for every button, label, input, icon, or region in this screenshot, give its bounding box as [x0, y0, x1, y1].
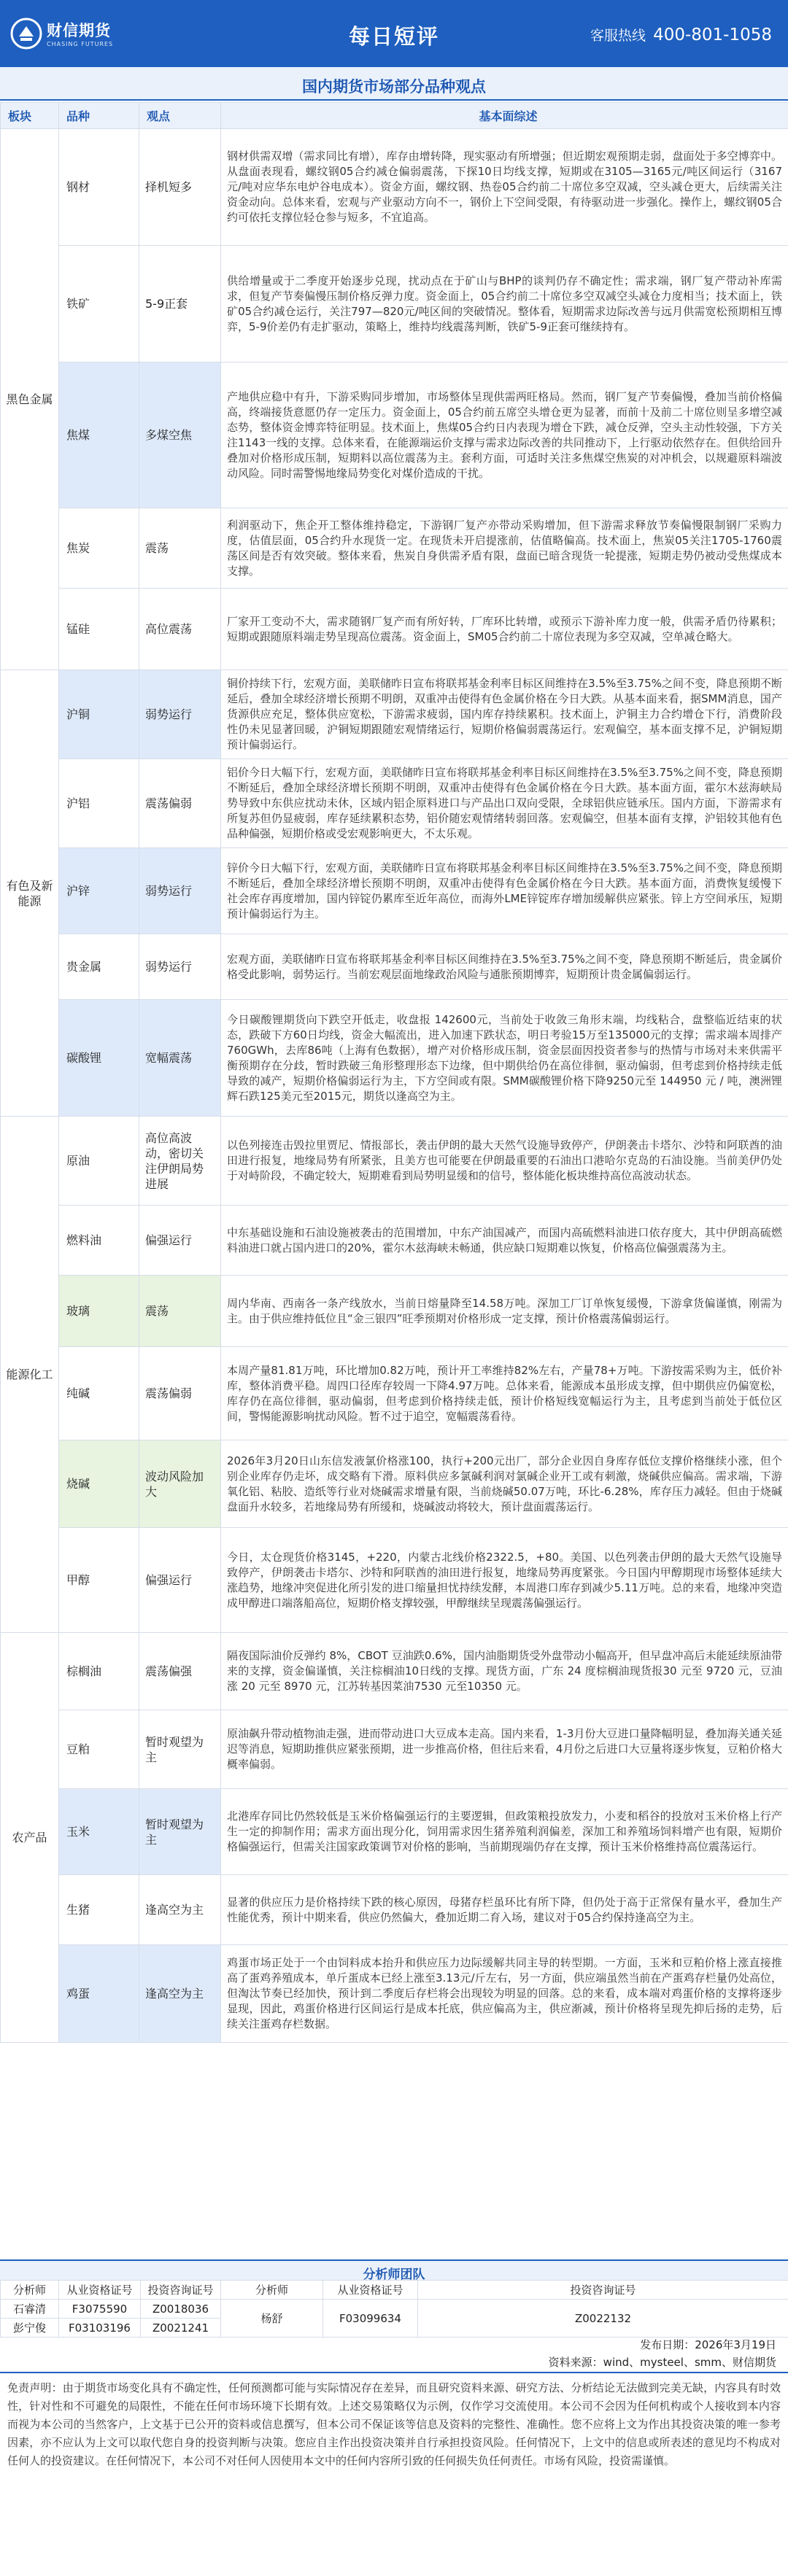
divider: [0, 2372, 788, 2373]
variety-cell: 锰硅: [59, 589, 139, 670]
view-cell: 弱势运行: [139, 848, 221, 934]
table-row: [1, 759, 788, 848]
variety-cell: 烧碱: [59, 1440, 139, 1528]
summary-cell: 钢材供需双增（需求同比有增），库存由增转降，现实驱动有所增强；但近期宏观预期走弱，盘面处于多空博弈中。从盘面表现看，螺纹钢05合约减仓偏弱震荡，下探10日均线支撑，短期或在3105—3165元/吨区间运行（3167元/吨对应华东电炉谷电成本）。资金方面，螺纹钢、热卷05合约前二十席位多空双减，空头减仓更大，后续需关注资金动向。总体来看，宏观与产业驱动方向不一，钢价上下空间受限，有待驱动进一步强化。操作上，螺纹钢05合约可依托支撑位轻仓参与短多，不宜追高。: [221, 129, 788, 246]
view-cell: 高位高波动，密切关注伊朗局势进展: [139, 1117, 221, 1206]
variety-cell: 焦煤: [59, 362, 139, 508]
view-cell: 多煤空焦: [139, 362, 221, 508]
analyst-invest: Z0022132: [418, 2300, 788, 2338]
summary-cell: 利润驱动下，焦企开工整体维持稳定，下游钢厂复产亦带动采购增加，但下游需求释放节奏偏慢限制钢厂采购力度，估值层面，05合约升水现货一定。在现货未开启提涨前，估值略偏高。技术面上，焦炭05关注1705-1760震荡区间是否有效突破。整体来看，焦炭自身供需矛盾有限，盘面已暗含现货一轮提涨，短期走势仍被动受焦煤成本支撑。: [221, 508, 788, 589]
summary-cell: 铝价今日大幅下行，宏观方面，美联储昨日宣布将联邦基金利率目标区间维持在3.5%至3.75%之间不变，降息预期不断延后，叠加全球经济增长预期不明朗，双重冲击使得有色金属价格在今日大跌。基本面方面，霍尔木兹海峡局势导致中东供应扰动未休，区域内铝企原料进口与产品出口双向受限，全球铝供应链承压。国内方面，下游需求有所复苏但仍显疲弱，库存延续累积态势，铝价随宏观情绪转弱回落。宏观偏空，但基本面有支撑，沪铝较其他有色品种偏强，短期价格或受宏观影响更大，不太乐观。: [221, 759, 788, 848]
view-cell: 震荡偏弱: [139, 759, 221, 848]
table-row: [1, 1710, 788, 1789]
view-cell: 择机短多: [139, 129, 221, 246]
summary-cell: 今日，太仓现货价格3145，+220，内蒙古北线价格2322.5，+80。美国、以色列袭击伊朗的最大天然气设施导致停产，伊朗袭击卡塔尔、沙特和阿联酋的油田进行报复，地缘局势再度紧张。今日国内甲醇期现市场整体延续大涨趋势，地缘冲突促进化所引发的进口缩量担忧持续发酵，本周港口库存到减少5.11万吨。总的来看，地缘冲突造成甲醇进口端落船高位，短期价格支撑较强，甲醇继续呈现震荡偏强运行。: [221, 1528, 788, 1633]
view-cell: 偏强运行: [139, 1528, 221, 1633]
view-cell: 5-9正套: [139, 246, 221, 362]
analyst-team-title-bar: [0, 2259, 788, 2280]
view-cell: 暂时观望为主: [139, 1789, 221, 1875]
table-row: [1, 246, 788, 362]
view-cell: 宽幅震荡: [139, 1000, 221, 1117]
sector-cell: 能源化工: [1, 1117, 59, 1633]
hotline-label: 客服热线: [590, 28, 646, 44]
summary-cell: 2026年3月20日山东信发液氯价格涨100，执行+200元出厂，部分企业因自身库存低位支撑价格继续小涨，但个别企业库存仍走坏，成交略有下滑。原料供应多氯碱利润对氯碱企业开工或有刺激，烧碱供应偏高。需求端，下游氧化铝、粘胶、造纸等行业对烧碱需求增量有限，当前烧碱50.07万吨，环比-6.28%，库存压力减轻。但由于烧碱盘面升水较多，若地缘局势有所缓和，烧碱波动将较大，预计盘面震荡运行。: [221, 1440, 788, 1528]
variety-cell: 沪铜: [59, 670, 139, 759]
summary-cell: 锌价今日大幅下行，宏观方面，美联储昨日宣布将联邦基金利率目标区间维持在3.5%至3.75%之间不变，降息预期不断延后，叠加全球经济增长预期不明朗，双重冲击使得有色金属价格在今日大跌。基本面方面，消费恢复缓慢下社会库存再度增加，国内锌锭仍累库至近年高位，而海外LME锌锭库存增加缓解供应紧张。锌上方空间承压，短期预计偏弱运行为主。: [221, 848, 788, 934]
section-title-bar: [0, 67, 788, 101]
variety-cell: 玉米: [59, 1789, 139, 1875]
table-row: [1, 1206, 788, 1276]
views-table: [0, 102, 788, 2043]
column-header-variety: 品种: [59, 103, 139, 129]
table-row: [1, 589, 788, 670]
variety-cell: 钢材: [59, 129, 139, 246]
summary-cell: 北港库存同比仍然较低是玉米价格偏强运行的主要逻辑，但政策粮投放发力，小麦和稻谷的投放对玉米价格上行产生一定的抑制作用；需求方面出现分化，饲用需求因生猪养殖利润偏差，深加工和养殖场饲料增产也有限，短期价格偏强运行，但需关注国家政策调节对价格的影响，当前期现端仍存在支撑，预计玉米价格维持高位震荡运行。: [221, 1789, 788, 1875]
table-header-row: [1, 103, 788, 129]
summary-cell: 产地供应稳中有升，下游采购同步增加，市场整体呈现供需两旺格局。然而，钢厂复产节奏偏慢，叠加当前价格偏高，终端接货意愿仍存一定压力。资金面上，05合约前五席空头增仓更为显著，而前十及前二十席位则呈多增空减态势，整体资金博弈特征明显。技术面上，焦煤05合约日内表现为增仓下跌，减仓反弹，空头主动性较强，下方关注1143一线的支撑。总体来看，在能源端运价支撑与需求边际改善的共同推动下，上行驱动依然存在。但供给回升叠加对价格形成压制，短期料以高位震荡为主。套利方面，可适时关注多焦煤空焦炭的对冲机会，以规避原料端波动风险。同时需警惕地缘局势变化对煤价造成的干扰。: [221, 362, 788, 508]
table-row: [1, 362, 788, 508]
view-cell: 逢高空为主: [139, 1875, 221, 1945]
analyst-cert: F03103196: [59, 2319, 141, 2338]
analyst-cert: F03099634: [323, 2300, 418, 2338]
analyst-invest: Z0018036: [141, 2300, 221, 2319]
analyst-cert: F3075590: [59, 2300, 141, 2319]
invest-col-header: 投资咨询证号: [141, 2281, 221, 2300]
summary-cell: 鸡蛋市场正处于一个由饲料成本抬升和供应压力边际缓解共同主导的转型期。一方面，玉米和豆粕价格上涨直接推高了蛋鸡养殖成本，单斤蛋成本已经上涨至3.13元/斤左右，另一方面，供应端虽然当前在产蛋鸡存栏量仍处高位，但淘汰节奏已经加快，预计到二季度后存栏将会出现较为明显的回落。总的来看，成本端对鸡蛋价格的支撑将逐步显现，因此，鸡蛋价格进行区间运行是成本托底，供应偏高为主，供应渐减，预计价格将呈现先抑后扬的走势，后续关注蛋鸡存栏数据。: [221, 1945, 788, 2043]
view-cell: 震荡: [139, 1276, 221, 1347]
summary-cell: 显著的供应压力是价格持续下跌的核心原因，母猪存栏虽环比有所下降，但仍处于高于正常保有量水平，叠加生产性能优秀，预计中期来看，供应仍然偏大，叠加近期二育入场，建议对于05合约保持逢高空为主。: [221, 1875, 788, 1945]
table-row: [1, 670, 788, 759]
variety-cell: 碳酸锂: [59, 1000, 139, 1117]
table-row: [1, 1440, 788, 1528]
view-cell: 震荡偏强: [139, 1633, 221, 1710]
section-title: 国内期货市场部分品种观点: [302, 78, 486, 96]
summary-cell: 今日碳酸锂期货向下跌空开低走，收盘报 142600元，当前处于收敛三角形末端，均线粘合，盘整临近结束的状态，跌破下方60日均线，资金大幅流出，进入加速下跌状态，明日考验15万至135000元的支撑；需求端本周排产760GWh，去库86吨（上海有色数据），增产对价格形成压制，资金层面因投资者参与的热情与市场对未来供需平衡预期存在分歧，暂时跌破三角形整理形态下边缘，但中期供给仍在高位徘徊，驱动偏弱，但考虑到价格持续走低导致的减产，短期价格偏弱运行为主，下方空间或有限。SMM碳酸锂价格下降9250元至 144950 元 / 吨，澳洲锂辉石跌125美元至2015元，期货以逢高空为主。: [221, 1000, 788, 1117]
summary-cell: 原油飙升带动植物油走强，进而带动进口大豆成本走高。国内来看，1-3月份大豆进口量降幅明显，叠加海关通关延迟等消息，短期助推供应紧张预期，进一步推高价格，但往后来看，4月份之后进口大豆量将逐步恢复，豆粕价格大概率偏弱。: [221, 1710, 788, 1789]
variety-cell: 纯碱: [59, 1347, 139, 1440]
page-header: [0, 0, 788, 67]
table-row: [1, 1347, 788, 1440]
analyst-name: 彭宁俊: [1, 2319, 59, 2338]
analyst-team-title: 分析师团队: [363, 2267, 425, 2282]
summary-cell: 供给增量或于二季度开始逐步兑现，扰动点在于矿山与BHP的谈判仍存不确定性；需求端，钢厂复产带动补库需求，但复产节奏偏慢压制价格反弹力度。资金面上，05合约前二十席位多空双减空头减仓力度相当；技术面上，铁矿05合约减仓运行，关注797—820元/吨区间的突破情况。整体看，短期需求边际改善与远月供需宽松预期相互博弈，5-9价差仍有走扩驱动，策略上，维持均线震荡判断，铁矿5-9正套可继续持有。: [221, 246, 788, 362]
view-cell: 逢高空为主: [139, 1945, 221, 2043]
analyst-name: 杨舒: [221, 2300, 323, 2338]
analyst-name: 石睿清: [1, 2300, 59, 2319]
analyst-col-header: 分析师: [221, 2281, 323, 2300]
sector-cell: 农产品: [1, 1633, 59, 2043]
table-row: [1, 1276, 788, 1347]
variety-cell: 焦炭: [59, 508, 139, 589]
variety-cell: 沪锌: [59, 848, 139, 934]
summary-cell: 厂家开工变动不大，需求随钢厂复产而有所好转，厂库环比转增，或预示下游补库力度一般，供需矛盾仍待累积；短期或跟随原料端走势呈现高位震荡。资金面上，SM05合约前二十席位表现为多空双减，空单减仓略大。: [221, 589, 788, 670]
view-cell: 暂时观望为主: [139, 1710, 221, 1789]
cert-col-header: 从业资格证号: [323, 2281, 418, 2300]
variety-cell: 玻璃: [59, 1276, 139, 1347]
table-row: [1, 1528, 788, 1633]
view-cell: 震荡: [139, 508, 221, 589]
view-cell: 弱势运行: [139, 934, 221, 1000]
column-header-view: 观点: [139, 103, 221, 129]
analyst-table: [0, 2280, 788, 2338]
table-row: [1, 934, 788, 1000]
disclaimer-text: 免责声明：由于期货市场变化具有不确定性，任何预测都可能与实际情况存在差异，而且研究资料来源、研究方法、分析结论无法做到完美无缺，内容具有时效性，针对性和不可避免的局限性，不能在任何市场环境下长期有效。上述交易策略仅为示例，仅作学习交流使用。本公司不会因为任何机构或个人接收到本内容而视为本公司的当然客户，上文基于已公开的资料或信息撰写，但本公司不保证该等信息及资料的完整性、准确性。您不应将上文为作出其投资决策的唯一参考因素，亦不应认为上文可以取代您自身的投资判断与决策。您应自主作出投资决策并自行承担投资风险。任何情况下，上文中的信息或所表述的意见均不构成对任何人的投资建议。在任何情况下，本公司不对任何人因使用本文中的任何内容所引致的任何损失负任何责任。市场有风险，投资需谨慎。: [7, 2381, 781, 2467]
analyst-col-header: 分析师: [1, 2281, 59, 2300]
view-cell: 震荡偏弱: [139, 1347, 221, 1440]
table-row: [1, 1789, 788, 1875]
view-cell: 波动风险加大: [139, 1440, 221, 1528]
summary-cell: 以色列接连击毁拉里贾尼、情报部长，袭击伊朗的最大天然气设施导致停产，伊朗袭击卡塔尔、沙特和阿联酋的油田进行报复，地缘局势有所紧张，且美方也可能要在伊朗最重要的石油出口港哈尔克岛的石油设施。当前美伊仍处于对峙阶段，不确定较大，短期难看到局势明显缓和的信号，整体能化板块维持高位高波动状态。: [221, 1117, 788, 1206]
summary-cell: 本周产量81.81万吨，环比增加0.82万吨，预计开工率维持82%左右，产量78+万吨。下游按需采购为主，低价补库，整体消费平稳。周四口径库存较周一下降4.97万吨。总体来看，能源成本虽形成支撑，但中期供应仍偏宽松，库存仍在高位徘徊，驱动偏弱，但考虑到价格持续走低，预计价格短线宽幅运行为主，且考虑到当前处于低位区间，警惕能源影响扰动风险。暂不过于追空，宽幅震荡看待。: [221, 1347, 788, 1440]
table-row: [1, 129, 788, 246]
variety-cell: 原油: [59, 1117, 139, 1206]
variety-cell: 燃料油: [59, 1206, 139, 1276]
hotline-number[interactable]: 400-801-1058: [653, 26, 772, 44]
variety-cell: 甲醇: [59, 1528, 139, 1633]
sector-cell: 黑色金属: [1, 129, 59, 670]
summary-cell: 宏观方面，美联储昨日宣布将联邦基金利率目标区间维持在3.5%至3.75%之间不变，降息预期不断延后，贵金属价格受此影响，弱势运行。当前宏观层面地缘政治风险与通胀预期博弈，短期预计贵金属偏弱运行。: [221, 934, 788, 1000]
column-header-summary: 基本面综述: [221, 103, 788, 129]
analyst-row: [1, 2300, 788, 2319]
table-row: [1, 848, 788, 934]
summary-cell: 隔夜国际油价反弹约 8%，CBOT 豆油跌0.6%，国内油脂期货受外盘带动小幅高开，但早盘冲高后未能延续原油带来的支撑，资金偏谨慎，关注棕榈油10日线的支撑。现货方面，广东 24 度棕榈油现货报30 元至 9720 元，豆油涨 20 元至 8970 元，江苏转基因菜油7530 元至10350 元。: [221, 1633, 788, 1710]
page-title: 每日短评: [348, 24, 439, 49]
variety-cell: 贵金属: [59, 934, 139, 1000]
summary-cell: 中东基础设施和石油设施被袭击的范围增加，中东产油国减产，而国内高硫燃料油进口依存度大，其中伊朗高硫燃料油进口就占国内进口的20%，霍尔木兹海峡未畅通，供应缺口短期难以恢复，价格高位偏强震荡为主。: [221, 1206, 788, 1276]
view-cell: 偏强运行: [139, 1206, 221, 1276]
column-header-sector: 板块: [1, 103, 59, 129]
summary-cell: 周内华南、西南各一条产线放水，当前日熔量降至14.58万吨。深加工厂订单恢复缓慢，下游拿货偏谨慎，刚需为主。由于供应维持低位且“金三银四”旺季预期对价格形成一定支撑，预计价格震荡偏弱运行。: [221, 1276, 788, 1347]
invest-col-header: 投资咨询证号: [418, 2281, 788, 2300]
variety-cell: 生猪: [59, 1875, 139, 1945]
table-row: [1, 1633, 788, 1710]
analyst-header-row: [1, 2281, 788, 2300]
variety-cell: 铁矿: [59, 246, 139, 362]
data-sources: 资料来源：wind、mysteel、smm、财信期货: [548, 2356, 776, 2369]
publish-date: 发布日期：2026年3月19日: [640, 2338, 776, 2351]
variety-cell: 沪铝: [59, 759, 139, 848]
summary-cell: 铜价持续下行，宏观方面，美联储昨日宣布将联邦基金利率目标区间维持在3.5%至3.75%之间不变，降息预期不断延后，叠加全球经济增长预期不明朗，双重冲击使得有色金属价格在今日大跌。从基本面来看，据SMM消息，国产货源供应充足，整体供应宽松，下游需求疲弱，国内库存持续累积。技术面上，沪铜主力合约增仓下行，消费阶段性仍未见显著回暖，沪铜短期跟随宏观情绪运行，短期价格偏弱震荡运行。宏观偏空，基本面支撑不足，沪铜短期预计偏弱运行。: [221, 670, 788, 759]
view-cell: 高位震荡: [139, 589, 221, 670]
table-row: [1, 1000, 788, 1117]
table-row: [1, 1875, 788, 1945]
variety-cell: 棕榈油: [59, 1633, 139, 1710]
logo-text: 财信期货: [47, 22, 111, 39]
logo-subtext: CHASING FUTURES: [47, 41, 114, 47]
table-row: [1, 1945, 788, 2043]
cert-col-header: 从业资格证号: [59, 2281, 141, 2300]
view-cell: 弱势运行: [139, 670, 221, 759]
variety-cell: 鸡蛋: [59, 1945, 139, 2043]
table-row: [1, 508, 788, 589]
hotline: [590, 25, 772, 44]
table-row: [1, 1117, 788, 1206]
analyst-invest: Z0021241: [141, 2319, 221, 2338]
sector-cell: 有色及新能源: [1, 670, 59, 1117]
variety-cell: 豆粕: [59, 1710, 139, 1789]
